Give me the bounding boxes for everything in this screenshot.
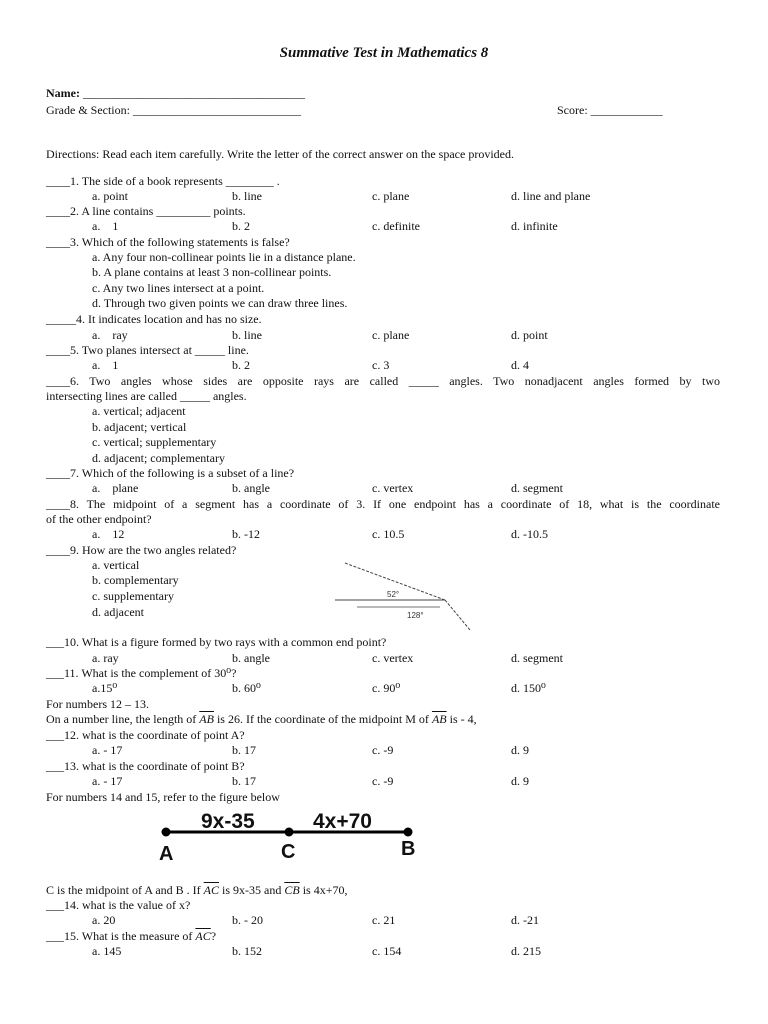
label-b: B <box>401 838 416 860</box>
q11-option-b: b. 60⁰ <box>232 681 261 695</box>
q10-option-b: b. angle <box>232 651 270 665</box>
q1-option-c: c. plane <box>372 189 410 203</box>
q15-option-d: d. 215 <box>511 944 541 958</box>
question-14: ___14. what is the value of x? <box>46 898 191 912</box>
mid-part-1: C is the midpoint of A and B . If <box>46 883 204 897</box>
question-12: ___12. what is the coordinate of point A? <box>46 728 245 742</box>
question-8-line2: of the other endpoint? <box>46 512 152 526</box>
q13-option-d: d. 9 <box>511 774 529 788</box>
q15-part-2: ? <box>210 929 217 943</box>
q6-option-c: c. vertical; supplementary <box>92 435 217 449</box>
mid-part-3: is 4x+70, <box>299 883 348 897</box>
score-row <box>557 103 663 117</box>
q14-option-b: b. - 20 <box>232 913 263 927</box>
q12-option-d: d. 9 <box>511 743 529 757</box>
q11-option-c: c. 90⁰ <box>372 681 401 695</box>
q9-option-d: d. adjacent <box>92 605 144 619</box>
q5-option-b: b. 2 <box>232 358 250 372</box>
question-9: ____9. How are the two angles related? <box>46 543 237 557</box>
q15-option-a: a. 145 <box>92 944 122 958</box>
q7-option-c: c. vertex <box>372 481 414 495</box>
stmt-part-2: is 26. If the coordinate of the midpoint M of <box>213 712 432 726</box>
stmt-part-1: On a number line, the length of <box>46 712 200 726</box>
q4-option-d: d. point <box>511 328 548 342</box>
segment-figure <box>150 808 430 866</box>
q3-option-b: b. A plane contains at least 3 non-collinear points. <box>92 265 332 279</box>
q13-option-c: c. -9 <box>372 774 394 788</box>
q8-option-b: b. -12 <box>232 527 260 541</box>
q7-option-a: a. plane <box>92 481 139 495</box>
q4-option-b: b. line <box>232 328 262 342</box>
q9-option-a: a. vertical <box>92 558 140 572</box>
number-line-statement <box>46 712 477 726</box>
angle-ray-2 <box>445 600 470 630</box>
q3-option-d: d. Through two given points we can draw three lines. <box>92 296 348 310</box>
q2-option-c: c. definite <box>372 219 420 233</box>
q8-option-a: a. 12 <box>92 527 125 541</box>
expr-4x+70: 4x+70 <box>313 810 372 833</box>
q12-option-a: a. - 17 <box>92 743 123 757</box>
segment-ac-q15: $\overline{AC}$ <box>195 929 211 943</box>
q3-option-a: a. Any four non-collinear points lie in a distance plane. <box>92 250 356 264</box>
q10-option-d: d. segment <box>511 651 563 665</box>
label-c: C <box>281 841 296 863</box>
q8-option-c: c. 10.5 <box>372 527 405 541</box>
q9-option-c: c. supplementary <box>92 589 174 603</box>
question-10: ___10. What is a figure formed by two rays with a common end point? <box>46 635 387 649</box>
directions: Directions: Read each item carefully. Write the letter of the correct answer on the space provided. <box>46 147 514 161</box>
for-14-15-note: For numbers 14 and 15, refer to the figure below <box>46 790 280 804</box>
q6-option-d: d. adjacent; complementary <box>92 451 225 465</box>
mid-part-2: is 9x-35 and <box>219 883 285 897</box>
grade-label: Grade & Section: <box>46 103 130 117</box>
name-row <box>46 86 305 100</box>
q6-option-b: b. adjacent; vertical <box>92 420 187 434</box>
score-field[interactable]: ____________ <box>590 103 663 117</box>
segment-cb: $\overline{CB}$ <box>284 883 300 897</box>
q15-part-1: ___15. What is the measure of <box>46 929 196 943</box>
question-11: ___11. What is the complement of 30⁰? <box>46 666 237 680</box>
q1-option-b: b. line <box>232 189 262 203</box>
q5-option-a: a. 1 <box>92 358 119 372</box>
grade-row <box>46 103 301 117</box>
q12-option-c: c. -9 <box>372 743 394 757</box>
q2-option-d: d. infinite <box>511 219 558 233</box>
segment-ab-2: $\overline{AB}$ <box>431 712 447 726</box>
q2-option-b: b. 2 <box>232 219 250 233</box>
q15-option-c: c. 154 <box>372 944 402 958</box>
for-12-13-note: For numbers 12 – 13. <box>46 697 149 711</box>
point-b <box>404 828 413 837</box>
label-a: A <box>159 843 174 865</box>
q2-option-a: a. 1 <box>92 219 119 233</box>
grade-field[interactable]: ____________________________ <box>132 103 301 117</box>
q8-option-d: d. -10.5 <box>511 527 548 541</box>
q13-option-a: a. - 17 <box>92 774 123 788</box>
midpoint-statement <box>46 883 347 897</box>
q5-option-d: d. 4 <box>511 358 529 372</box>
question-2: ____2. A line contains _________ points. <box>46 204 246 218</box>
point-a <box>162 828 171 837</box>
angle-figure <box>335 555 480 635</box>
angle-label-128: 128° <box>407 611 424 620</box>
q4-option-c: c. plane <box>372 328 410 342</box>
question-15 <box>46 929 216 943</box>
q15-option-b: b. 152 <box>232 944 262 958</box>
stmt-part-3: is - 4, <box>446 712 477 726</box>
q3-option-c: c. Any two lines intersect at a point. <box>92 281 265 295</box>
question-5: ____5. Two planes intersect at _____ line. <box>46 343 249 357</box>
q11-option-a: a.15⁰ <box>92 681 118 695</box>
segment-ac: $\overline{AC}$ <box>203 883 220 897</box>
q7-option-d: d. segment <box>511 481 563 495</box>
question-3: ____3. Which of the following statements is false? <box>46 235 290 249</box>
q9-option-b: b. complementary <box>92 573 179 587</box>
page-title: Summative Test in Mathematics 8 <box>279 45 489 61</box>
score-label: Score: <box>557 103 588 117</box>
point-c <box>285 828 294 837</box>
name-field[interactable]: _____________________________________ <box>82 86 305 100</box>
q10-option-a: a. ray <box>92 651 119 665</box>
q7-option-b: b. angle <box>232 481 270 495</box>
expr-9x-35: 9x-35 <box>201 810 255 833</box>
q4-option-a: a. ray <box>92 328 128 342</box>
question-6-line1: ____6. Two angles whose sides are opposite rays are called _____ angles. Two nonadjacent angles formed by two <box>46 374 720 388</box>
q11-option-d: d. 150⁰ <box>511 681 546 695</box>
q13-option-b: b. 17 <box>232 774 256 788</box>
q14-option-d: d. -21 <box>511 913 539 927</box>
q1-option-a: a. point <box>92 189 128 203</box>
q10-option-c: c. vertex <box>372 651 414 665</box>
q5-option-c: c. 3 <box>372 358 390 372</box>
question-1: ____1. The side of a book represents ________ . <box>46 174 280 188</box>
q12-option-b: b. 17 <box>232 743 256 757</box>
angle-label-52: 52° <box>387 590 400 599</box>
q6-option-a: a. vertical; adjacent <box>92 404 186 418</box>
question-8-line1: ____8. The midpoint of a segment has a coordinate of 3. If one endpoint has a coordinate of 18, what is the coordinate <box>46 497 720 511</box>
segment-ab: $\overline{AB}$ <box>199 712 214 726</box>
question-13: ___13. what is the coordinate of point B? <box>46 759 245 773</box>
name-label: Name: <box>46 86 80 100</box>
q1-option-d: d. line and plane <box>511 189 591 203</box>
question-7: ____7. Which of the following is a subset of a line? <box>46 466 295 480</box>
question-4: _____4. It indicates location and has no size. <box>46 312 262 326</box>
question-6-line2: intersecting lines are called _____ angles. <box>46 389 247 403</box>
q14-option-c: c. 21 <box>372 913 396 927</box>
q14-option-a: a. 20 <box>92 913 116 927</box>
